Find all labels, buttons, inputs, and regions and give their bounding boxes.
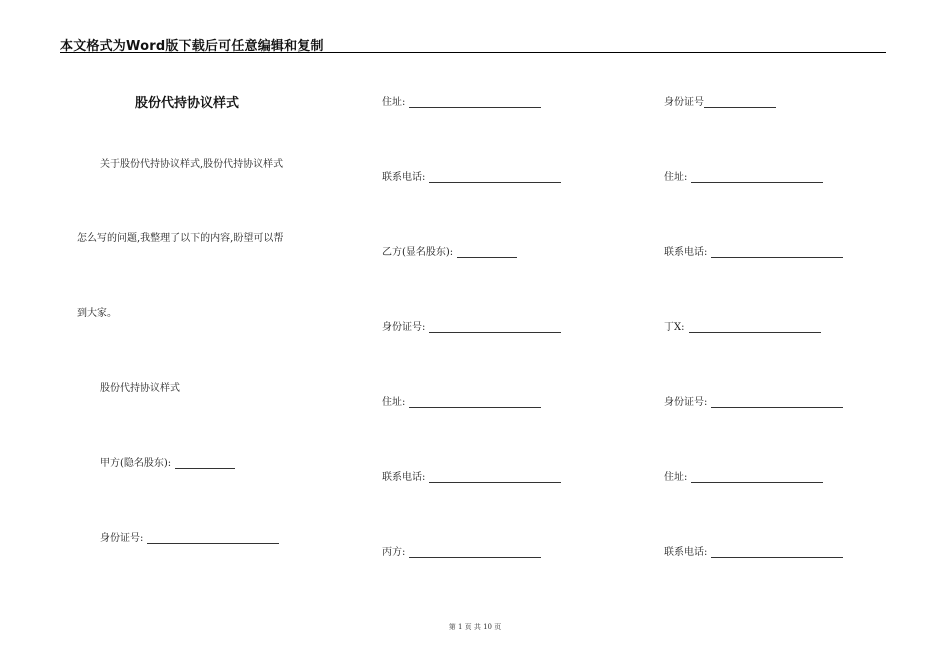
field-party-a-phone	[382, 168, 561, 183]
blank-line[interactable]	[429, 472, 561, 483]
field-party-d-address	[664, 468, 823, 483]
blank-line[interactable]	[409, 547, 541, 558]
blank-line[interactable]	[147, 533, 279, 544]
blank-line[interactable]	[429, 322, 561, 333]
field-label: 丁X:	[664, 322, 685, 333]
field-party-b-address	[382, 393, 541, 408]
field-label: 联系电话:	[664, 547, 708, 558]
field-label: 住址:	[382, 397, 406, 408]
field-label: 联系电话:	[382, 472, 426, 483]
field-label: 甲方(隐名股东):	[100, 458, 172, 469]
field-party-d	[664, 318, 821, 333]
blank-line[interactable]	[711, 247, 843, 258]
intro-line-1: 关于股份代持协议样式,股份代持协议样式	[100, 159, 284, 170]
field-label: 住址:	[664, 472, 688, 483]
field-label: 乙方(显名股东):	[382, 247, 454, 258]
field-label: 身份证号	[664, 97, 704, 108]
field-label: 丙方:	[382, 547, 406, 558]
field-party-c-phone	[664, 243, 843, 258]
intro-line-2: 怎么写的问题,我整理了以下的内容,盼望可以帮	[77, 233, 284, 244]
blank-line[interactable]	[704, 97, 776, 108]
field-label: 联系电话:	[664, 247, 708, 258]
blank-line[interactable]	[691, 472, 823, 483]
blank-line[interactable]	[409, 397, 541, 408]
field-party-d-id	[664, 393, 843, 408]
field-label: 身份证号:	[100, 533, 144, 544]
field-party-a	[100, 454, 235, 469]
field-label: 住址:	[382, 97, 406, 108]
section-subtitle: 股份代持协议样式	[100, 383, 180, 394]
field-party-a-address	[382, 93, 541, 108]
blank-line[interactable]	[689, 322, 821, 333]
field-party-a-id	[100, 529, 279, 544]
blank-line[interactable]	[409, 97, 541, 108]
field-label: 身份证号:	[382, 322, 426, 333]
blank-line[interactable]	[711, 397, 843, 408]
blank-line[interactable]	[175, 458, 235, 469]
field-label: 联系电话:	[382, 172, 426, 183]
field-label: 住址:	[664, 172, 688, 183]
intro-line-3: 到大家。	[77, 308, 117, 319]
header-text: 本文格式为Word版下载后可任意编辑和复制	[60, 39, 324, 54]
field-party-b-phone	[382, 468, 561, 483]
page-number: 第 1 页 共 10 页	[448, 623, 502, 631]
field-party-d-phone	[664, 543, 843, 558]
blank-line[interactable]	[691, 172, 823, 183]
blank-line[interactable]	[457, 247, 517, 258]
field-party-c-id	[664, 93, 776, 108]
blank-line[interactable]	[429, 172, 561, 183]
page-header	[60, 35, 886, 53]
field-party-c	[382, 543, 541, 558]
field-party-b	[382, 243, 517, 258]
field-label: 身份证号:	[664, 397, 708, 408]
document-title: 股份代持协议样式	[135, 96, 240, 111]
field-party-b-id	[382, 318, 561, 333]
blank-line[interactable]	[711, 547, 843, 558]
field-party-c-address	[664, 168, 823, 183]
